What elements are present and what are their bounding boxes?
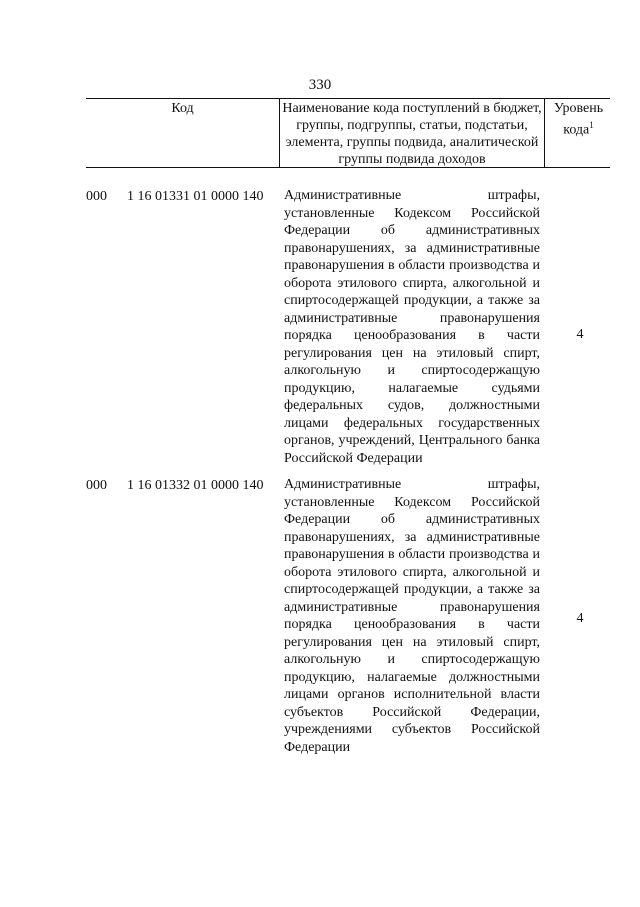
header-divider-1: [279, 98, 280, 167]
header-level-text: Уровень кода: [553, 101, 604, 138]
header-divider-2: [544, 98, 545, 167]
row-level: 4: [576, 327, 584, 342]
row-code-group: 000: [86, 189, 107, 204]
page-number: 330: [308, 77, 332, 93]
row-code: 1 16 01331 01 0000 140: [127, 189, 264, 204]
row-name: Административные штрафы, установленные Кодексом Российской Федерации об административных правонарушениях, за административные правонарушения в области производства и оборота этилового спирта, алкогольной и спиртосодержащей продукции, а также за административные правонарушения порядка ценообразования в части регулирования цен на этиловый спирт, алкогольную и спиртосодержащую продукцию, налагаемые судьями федеральных судов, должностными лицами федеральных государственных органов, учреждений, Центрального банка Российской Федерации: [284, 188, 540, 466]
row-level: 4: [576, 611, 584, 626]
header-level: [547, 100, 610, 139]
row-code-group: 000: [86, 478, 107, 493]
header-top-rule: [86, 98, 610, 99]
header-code: Код: [171, 101, 194, 116]
row-code: 1 16 01332 01 0000 140: [127, 478, 264, 493]
row-name: Административные штрафы, установленные Кодексом Российской Федерации об административных правонарушениях, за административные правонарушения в области производства и оборота этилового спирта, алкогольной и спиртосодержащей продукции, а также за административные правонарушения порядка ценообразования в части регулирования цен на этиловый спирт, алкогольную и спиртосодержащую продукцию, налагаемые должностными лицами органов исполнительной власти субъектов Российской Федерации, учреждениями субъектов Российской Федерации: [284, 477, 540, 755]
header-name: Наименование кода поступлений в бюджет, группы, подгруппы, статьи, подстатьи, элемента, группы подвида, аналитической группы подвида доходов: [282, 101, 542, 167]
header-level-footnote: 1: [589, 120, 594, 130]
